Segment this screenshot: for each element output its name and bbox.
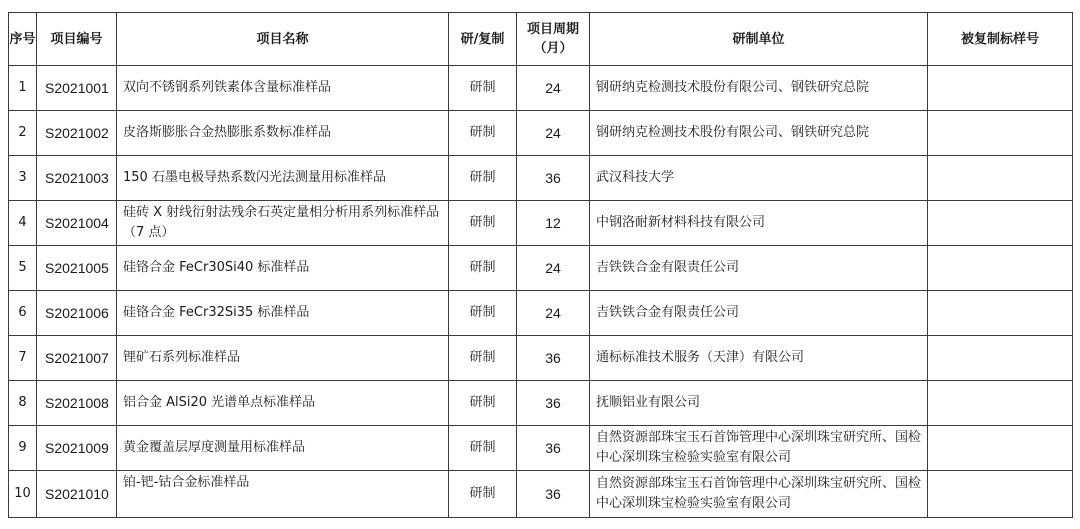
cell-code: S2021005 (37, 246, 117, 291)
cell-name: 铝合金 AlSi20 光谱单点标准样品 (117, 381, 449, 426)
header-unit: 研制单位 (590, 13, 928, 66)
cell-unit: 自然资源部珠宝玉石首饰管理中心深圳珠宝研究所、国检中心深圳珠宝检验实验室有限公司 (590, 471, 928, 518)
cell-period: 36 (517, 156, 590, 201)
cell-name: 锂矿石系列标准样品 (117, 336, 449, 381)
table-row (9, 426, 1073, 471)
cell-copied (928, 336, 1073, 381)
cell-copied (928, 471, 1073, 518)
cell-code: S2021010 (37, 471, 117, 518)
cell-period: 24 (517, 246, 590, 291)
header-type: 研/复制 (449, 13, 517, 66)
table-row (9, 156, 1073, 201)
cell-type: 研制 (449, 66, 517, 111)
cell-unit: 通标标准技术服务（天津）有限公司 (590, 336, 928, 381)
table-row (9, 471, 1073, 518)
cell-no: 9 (9, 426, 37, 471)
cell-no: 2 (9, 111, 37, 156)
cell-code: S2021008 (37, 381, 117, 426)
cell-period: 24 (517, 111, 590, 156)
cell-code: S2021002 (37, 111, 117, 156)
cell-no: 7 (9, 336, 37, 381)
cell-code: S2021004 (37, 201, 117, 246)
cell-type: 研制 (449, 336, 517, 381)
cell-copied (928, 291, 1073, 336)
cell-copied (928, 381, 1073, 426)
cell-period: 12 (517, 201, 590, 246)
cell-unit: 钢研纳克检测技术股份有限公司、钢铁研究总院 (590, 66, 928, 111)
cell-no: 4 (9, 201, 37, 246)
cell-no: 1 (9, 66, 37, 111)
cell-name: 150 石墨电极导热系数闪光法测量用标准样品 (117, 156, 449, 201)
table-row (9, 66, 1073, 111)
cell-no: 3 (9, 156, 37, 201)
cell-type: 研制 (449, 471, 517, 518)
table-row (9, 336, 1073, 381)
cell-period: 24 (517, 291, 590, 336)
table-row (9, 246, 1073, 291)
cell-name: 铂-钯-钴合金标准样品 (117, 471, 449, 518)
cell-name: 硅铬合金 FeCr32Si35 标准样品 (117, 291, 449, 336)
cell-type: 研制 (449, 381, 517, 426)
cell-unit: 吉铁铁合金有限责任公司 (590, 291, 928, 336)
cell-unit: 钢研纳克检测技术股份有限公司、钢铁研究总院 (590, 111, 928, 156)
cell-copied (928, 201, 1073, 246)
header-no: 序号 (9, 13, 37, 66)
header-period-line1: 项目周期 (526, 22, 579, 37)
table-row (9, 381, 1073, 426)
cell-unit: 自然资源部珠宝玉石首饰管理中心深圳珠宝研究所、国检中心深圳珠宝检验实验室有限公司 (590, 426, 928, 471)
cell-unit: 抚顺铝业有限公司 (590, 381, 928, 426)
cell-code: S2021006 (37, 291, 117, 336)
cell-copied (928, 66, 1073, 111)
project-table (8, 12, 1073, 518)
cell-name: 硅铬合金 FeCr30Si40 标准样品 (117, 246, 449, 291)
cell-period: 36 (517, 426, 590, 471)
cell-type: 研制 (449, 246, 517, 291)
cell-code: S2021009 (37, 426, 117, 471)
header-copied: 被复制标样号 (928, 13, 1073, 66)
cell-unit: 吉铁铁合金有限责任公司 (590, 246, 928, 291)
cell-code: S2021001 (37, 66, 117, 111)
cell-no: 5 (9, 246, 37, 291)
cell-copied (928, 111, 1073, 156)
header-period-line2: （月） (533, 41, 573, 56)
cell-code: S2021007 (37, 336, 117, 381)
cell-code: S2021003 (37, 156, 117, 201)
cell-type: 研制 (449, 156, 517, 201)
cell-type: 研制 (449, 201, 517, 246)
cell-no: 6 (9, 291, 37, 336)
table-header-row (9, 13, 1073, 66)
table-row (9, 291, 1073, 336)
project-table-sheet (8, 12, 1072, 518)
header-period (517, 13, 590, 66)
cell-unit: 中钢洛耐新材料科技有限公司 (590, 201, 928, 246)
cell-name: 黄金覆盖层厚度测量用标准样品 (117, 426, 449, 471)
cell-no: 10 (9, 471, 37, 518)
cell-type: 研制 (449, 111, 517, 156)
header-code: 项目编号 (37, 13, 117, 66)
cell-copied (928, 156, 1073, 201)
cell-type: 研制 (449, 291, 517, 336)
cell-unit: 武汉科技大学 (590, 156, 928, 201)
cell-copied (928, 426, 1073, 471)
cell-copied (928, 246, 1073, 291)
cell-name: 硅砖 X 射线衍射法残余石英定量相分析用系列标准样品（7 点） (117, 201, 449, 246)
cell-name: 双向不锈钢系列铁素体含量标准样品 (117, 66, 449, 111)
cell-period: 24 (517, 66, 590, 111)
table-row (9, 201, 1073, 246)
cell-no: 8 (9, 381, 37, 426)
table-row (9, 111, 1073, 156)
cell-period: 36 (517, 336, 590, 381)
cell-period: 36 (517, 471, 590, 518)
cell-name: 皮洛斯膨胀合金热膨胀系数标准样品 (117, 111, 449, 156)
cell-type: 研制 (449, 426, 517, 471)
cell-period: 36 (517, 381, 590, 426)
header-name: 项目名称 (117, 13, 449, 66)
